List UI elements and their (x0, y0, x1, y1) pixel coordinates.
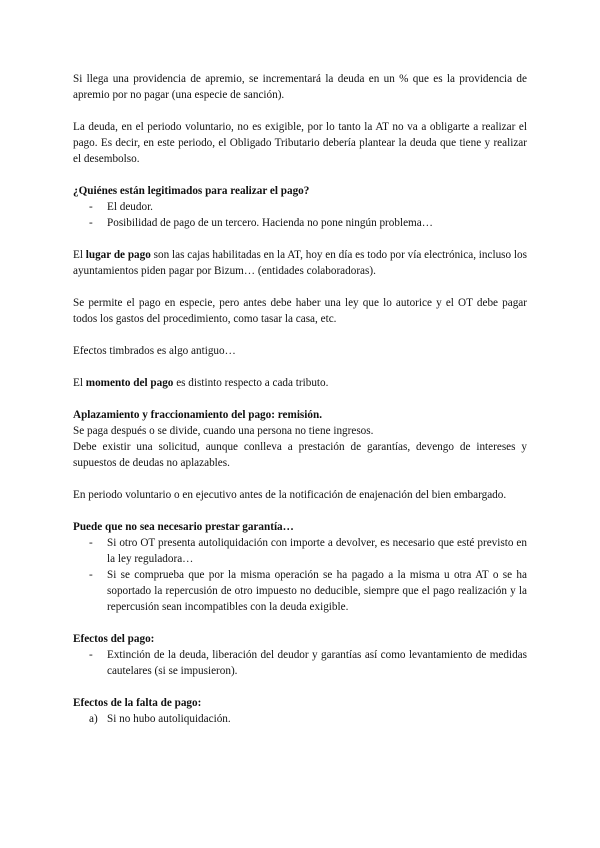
term-lugar-de-pago: lugar de pago (85, 249, 151, 261)
paragraph-pago-especie: Se permite el pago en especie, pero antes debe haber una ley que lo autorice y el OT debe pagar todos los gastos del procedimiento, como tasar la casa, etc. (73, 297, 527, 325)
paragraph-momento-pago: El momento del pago es distinto respecto a cada tributo. (73, 377, 329, 389)
heading-garantia: Puede que no sea necesario prestar garantía… (73, 521, 294, 533)
efectos-list (73, 647, 527, 679)
list-item: - Si se comprueba que por la misma operación se ha pagado a la misma u otra AT o se ha soportado la repercusión de otro impuesto no deducible, siempre que el pago realización y la repercusión sean incompatibles con la deuda exigible. (89, 569, 527, 613)
heading-efectos-pago: Efectos del pago: (73, 633, 155, 645)
heading-falta-pago: Efectos de la falta de pago: (73, 697, 202, 709)
paragraph-providencia: Si llega una providencia de apremio, se incrementará la deuda en un % que es la providencia de apremio por no pagar (una especie de sanción). (73, 73, 527, 101)
dash-marker: - (89, 537, 93, 549)
document-body (73, 71, 527, 727)
term-momento-del-pago: momento del pago (85, 377, 174, 389)
list-item: a) Si no hubo autoliquidación. (89, 713, 231, 725)
dash-marker: - (89, 649, 93, 661)
list-item: - El deudor. (89, 201, 153, 213)
list-item: - Posibilidad de pago de un tercero. Hacienda no pone ningún problema… (89, 217, 433, 229)
paragraph-lugar-pago: El lugar de pago son las cajas habilitadas en la AT, hoy en día es todo por vía electrónica, incluso los ayuntamientos piden pagar por Bizum… (entidades colaboradoras). (73, 249, 527, 277)
list-item: - Si otro OT presenta autoliquidación con importe a devolver, es necesario que esté previsto en la ley reguladora… (89, 537, 527, 565)
paragraph-efectos-timbrados: Efectos timbrados es algo antiguo… (73, 345, 236, 357)
heading-legitimados: ¿Quiénes están legitimados para realizar el pago? (73, 185, 310, 197)
paragraph-periodo-ejecutivo: En periodo voluntario o en ejecutivo antes de la notificación de enajenación del bien embargado. (73, 489, 507, 501)
dash-marker: - (89, 217, 93, 229)
paragraph-periodo-voluntario: La deuda, en el periodo voluntario, no es exigible, por lo tanto la AT no va a obligarte a realizar el pago. Es decir, en este periodo, el Obligado Tributario debería plantear la deuda que tiene y realizar el desembolso. (73, 121, 527, 165)
alpha-marker: a) (89, 713, 98, 725)
dash-marker: - (89, 569, 93, 581)
falta-pago-list (73, 711, 527, 727)
legitimados-list (73, 199, 527, 231)
garantia-list (73, 535, 527, 615)
paragraph-aplazamiento-1: Se paga después o se divide, cuando una persona no tiene ingresos. (73, 425, 374, 437)
list-item: - Extinción de la deuda, liberación del deudor y garantías así como levantamiento de medidas cautelares (si se impusieron). (89, 649, 527, 677)
paragraph-aplazamiento-2: Debe existir una solicitud, aunque conlleva a prestación de garantías, devengo de intereses y supuestos de deudas no aplazables. (73, 441, 527, 469)
dash-marker: - (89, 201, 93, 213)
heading-aplazamiento: Aplazamiento y fraccionamiento del pago: remisión. (73, 409, 322, 421)
